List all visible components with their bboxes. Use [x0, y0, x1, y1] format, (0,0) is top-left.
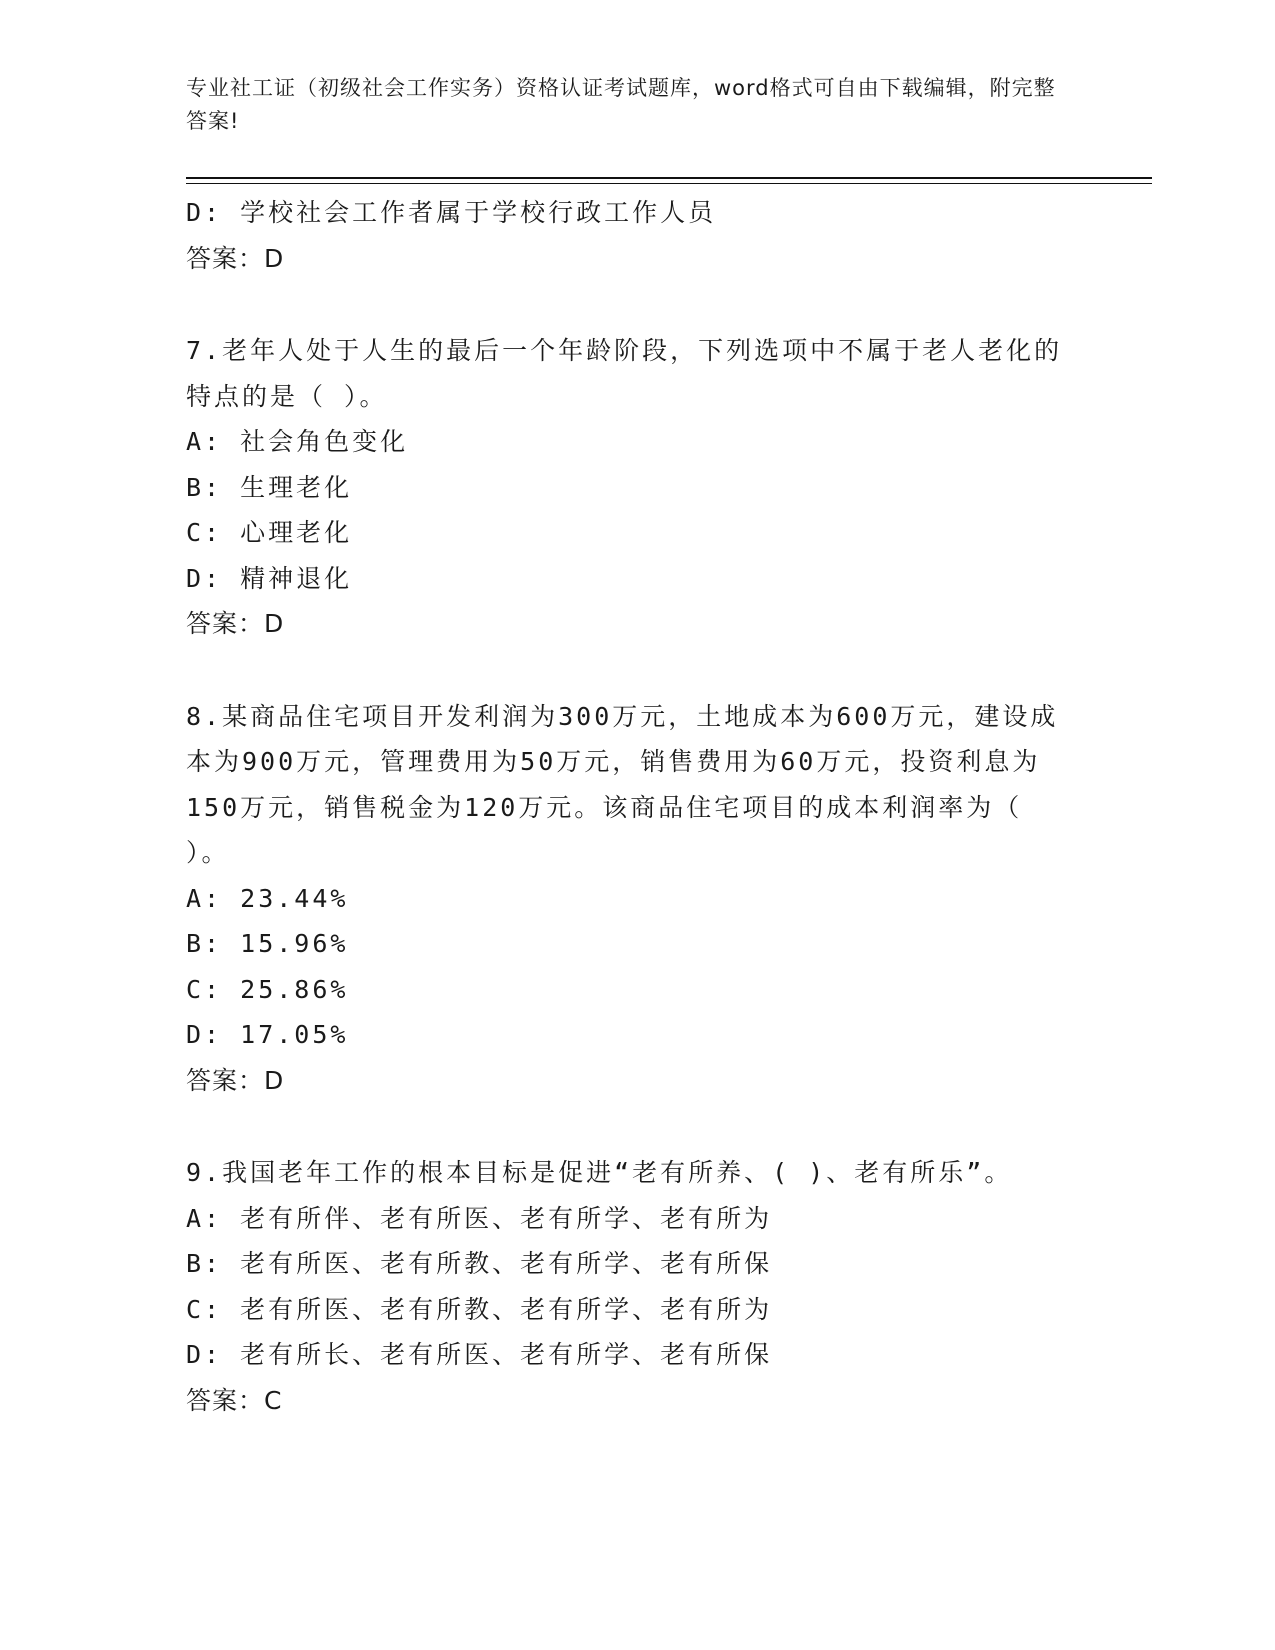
question-9-stem: 9.我国老年工作的根本目标是促进“老有所养、( )、老有所乐”。	[186, 1158, 1013, 1187]
header-rule-thin	[186, 183, 1152, 184]
question-9-option-b: B: 老有所医、老有所教、老有所学、老有所保	[186, 1249, 773, 1278]
question-8-answer: 答案：D	[186, 1065, 285, 1095]
question-8	[186, 694, 1066, 1104]
question-9	[186, 1150, 1066, 1423]
question-8-stem: 8.某商品住宅项目开发利润为300万元，土地成本为600万元，建设成本为900万元，管理费用为50万元，销售费用为60万元，投资利息为150万元，销售税金为120万元。该商品住宅项目的成本利润率为（ ）。	[186, 701, 1059, 867]
question-8-option-b: B: 15.96%	[186, 929, 349, 958]
carry-over-option-d: D: 学校社会工作者属于学校行政工作人员	[186, 198, 717, 227]
question-7-answer: 答案：D	[186, 609, 285, 638]
question-7-option-a: A: 社会角色变化	[186, 427, 409, 456]
question-7	[186, 328, 1066, 647]
question-8-option-c: C: 25.86%	[186, 974, 349, 1004]
question-8-option-a: A: 23.44%	[186, 883, 349, 913]
question-7-option-c: C: 心理老化	[186, 518, 353, 547]
question-7-option-d: D: 精神退化	[186, 563, 353, 593]
document-header: 专业社工证（初级社会工作实务）资格认证考试题库，word格式可自由下载编辑，附完整答案!	[186, 76, 1056, 133]
question-9-option-c: C: 老有所医、老有所教、老有所学、老有所为	[186, 1294, 773, 1324]
question-8-option-d: D: 17.05%	[186, 1020, 349, 1049]
question-9-option-a: A: 老有所伴、老有所医、老有所学、老有所为	[186, 1203, 773, 1233]
question-7-option-b: B: 生理老化	[186, 472, 353, 502]
question-list	[186, 190, 1066, 1423]
question-7-stem: 7.老年人处于人生的最后一个年龄阶段，下列选项中不属于老人老化的特点的是（ ）。	[186, 336, 1063, 411]
header-rule-thick	[186, 177, 1152, 179]
question-9-option-d: D: 老有所长、老有所医、老有所学、老有所保	[186, 1340, 773, 1369]
question-9-answer: 答案：C	[186, 1385, 283, 1415]
carry-over-answer: 答案：D	[186, 243, 285, 273]
